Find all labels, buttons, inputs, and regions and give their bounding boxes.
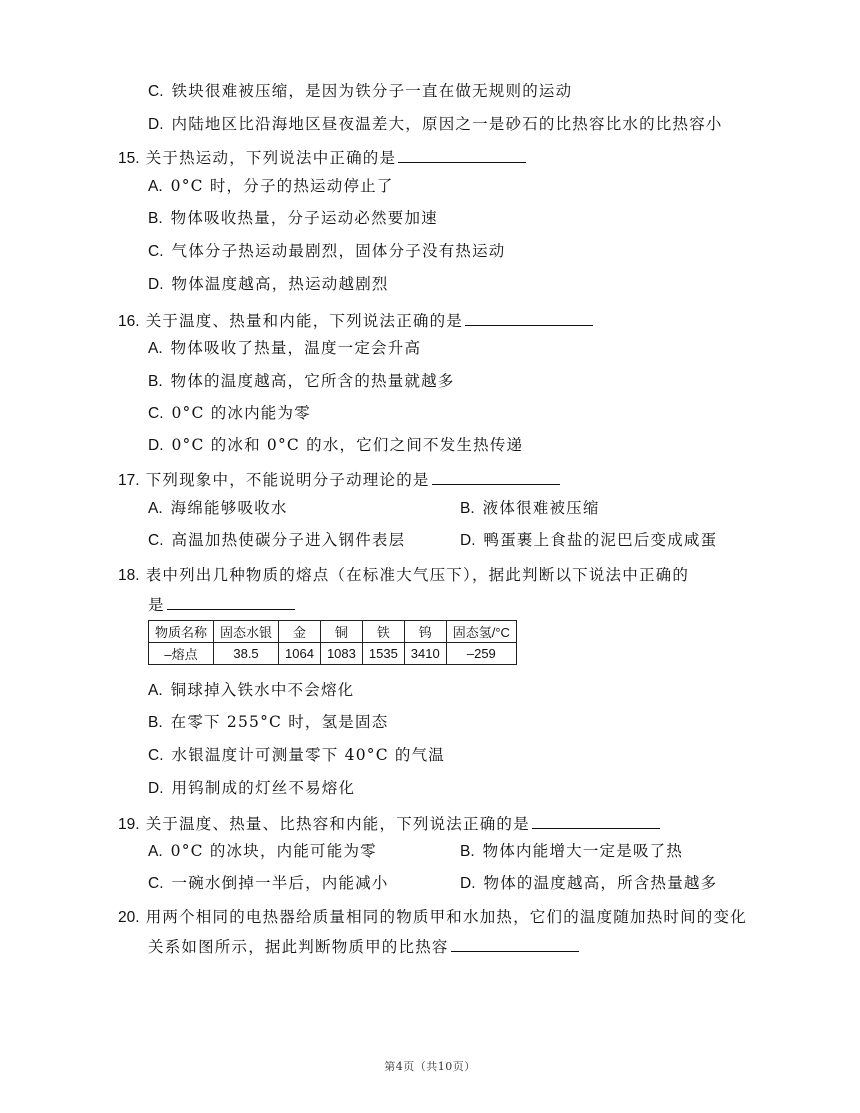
question-number: 15.: [118, 150, 140, 167]
melting-point-table: [148, 620, 517, 665]
question-text: 是: [148, 596, 165, 614]
q17-option-c: [148, 529, 405, 552]
q16-option-c: [148, 402, 311, 425]
option-letter: B.: [148, 714, 163, 731]
question-text: 表中列出几种物质的熔点（在标准大气压下），据此判断以下说法中正确的: [145, 566, 690, 584]
option-letter: D.: [148, 780, 164, 797]
option-text: 物体吸收热量，分子运动必然要加速: [170, 209, 438, 227]
option-letter: A.: [148, 682, 163, 699]
question-number: 17.: [118, 472, 140, 489]
option-letter: C.: [148, 405, 164, 422]
option-letter: A.: [148, 178, 163, 195]
q19-option-d: [460, 872, 717, 895]
table-cell: 钨: [404, 621, 446, 643]
table-cell: 38.5: [214, 643, 279, 665]
page-footer: 第4页（共10页）: [384, 1060, 476, 1073]
option-letter: D.: [148, 116, 164, 133]
table-cell: –259: [446, 643, 516, 665]
option-letter: B.: [460, 500, 475, 517]
q15-option-b: [148, 207, 438, 230]
q19-option-a: [148, 840, 377, 863]
option-letter: C.: [148, 83, 164, 100]
option-letter: A.: [148, 843, 163, 860]
option-text: 0°C 的冰内能为零: [171, 404, 311, 422]
answer-blank: [451, 935, 579, 952]
q18-option-b: [148, 711, 388, 734]
option-text: 铁块很难被压缩，是因为铁分子一直在做无规则的运动: [171, 82, 573, 100]
option-letter: C.: [148, 532, 164, 549]
table-cell: 铁: [362, 621, 404, 643]
table-cell: 物质名称: [149, 621, 214, 643]
q14-option-c: [148, 80, 572, 103]
option-text: 铜球掉入铁水中不会熔化: [170, 681, 355, 699]
table-cell: 1083: [320, 643, 362, 665]
question-number: 18.: [118, 567, 140, 584]
q16-stem: [118, 309, 593, 333]
option-text: 高温加热使碳分子进入钢件表层: [171, 531, 406, 549]
question-text: 用两个相同的电热器给质量相同的物质甲和水加热，它们的温度随加热时间的变化: [145, 908, 747, 926]
q15-option-d: [148, 273, 389, 296]
q17-option-d: [460, 529, 717, 552]
option-letter: B.: [460, 843, 475, 860]
table-cell: 1535: [362, 643, 404, 665]
option-letter: B.: [148, 373, 163, 390]
q16-option-a: [148, 337, 421, 360]
question-number: 20.: [118, 909, 140, 926]
answer-blank: [532, 812, 660, 829]
option-text: 液体很难被压缩: [482, 499, 600, 517]
option-text: 物体的温度越高，所含热量越多: [483, 874, 718, 892]
option-letter: D.: [148, 276, 164, 293]
q14-option-d: [148, 113, 723, 136]
option-text: 内陆地区比沿海地区昼夜温差大，原因之一是砂石的比热容比水的比热容小: [171, 115, 723, 133]
table-cell: 金: [279, 621, 321, 643]
option-letter: C.: [148, 747, 164, 764]
table-cell: 铜: [320, 621, 362, 643]
table-cell: 1064: [279, 643, 321, 665]
option-text: 用钨制成的灯丝不易熔化: [171, 779, 356, 797]
table-cell: 3410: [404, 643, 446, 665]
answer-blank: [432, 468, 560, 485]
question-number: 19.: [118, 816, 140, 833]
option-letter: A.: [148, 340, 163, 357]
q19-stem: [118, 812, 660, 836]
answer-blank: [465, 309, 593, 326]
q18-option-c: [148, 744, 445, 767]
option-letter: B.: [148, 210, 163, 227]
question-number: 16.: [118, 313, 140, 330]
option-text: 0°C 的冰块，内能可能为零: [170, 842, 377, 860]
q19-option-b: [460, 840, 683, 863]
q16-option-b: [148, 370, 455, 393]
table-cell: –熔点: [149, 643, 214, 665]
option-letter: A.: [148, 500, 163, 517]
option-text: 物体吸收了热量，温度一定会升高: [170, 339, 422, 357]
option-text: 物体的温度越高，它所含的热量就越多: [170, 372, 455, 390]
question-text: 下列现象中，不能说明分子动理论的是: [145, 471, 430, 489]
option-text: 一碗水倒掉一半后，内能减小: [171, 874, 389, 892]
q18-stem-continued: [148, 593, 295, 616]
q20-stem-continued: [148, 935, 579, 958]
option-text: 气体分子热运动最剧烈，固体分子没有热运动: [171, 242, 506, 260]
question-text: 关于温度、热量和内能，下列说法正确的是: [145, 312, 464, 330]
option-letter: C.: [148, 243, 164, 260]
q18-option-a: [148, 679, 354, 702]
option-text: 0°C 时，分子的热运动停止了: [170, 177, 394, 195]
q18-stem: [118, 564, 689, 587]
q19-option-c: [148, 872, 389, 895]
option-letter: D.: [148, 437, 164, 454]
table-row: [149, 643, 517, 665]
table-cell: 固态水银: [214, 621, 279, 643]
option-text: 物体温度越高，热运动越剧烈: [171, 275, 389, 293]
q15-option-c: [148, 240, 506, 263]
question-text: 关于热运动，下列说法中正确的是: [145, 149, 397, 167]
q17-option-a: [148, 497, 288, 520]
option-text: 物体内能增大一定是吸了热: [482, 842, 684, 860]
option-text: 水银温度计可测量零下 40°C 的气温: [171, 746, 445, 764]
answer-blank: [398, 146, 526, 163]
answer-blank: [167, 593, 295, 610]
q17-option-b: [460, 497, 600, 520]
option-letter: D.: [460, 532, 476, 549]
table-header-row: [149, 621, 517, 643]
table-cell: 固态氢/°C: [446, 621, 516, 643]
option-letter: D.: [460, 875, 476, 892]
question-text: 关于温度、热量、比热容和内能，下列说法正确的是: [145, 815, 530, 833]
option-text: 鸭蛋裹上食盐的泥巴后变成咸蛋: [483, 531, 718, 549]
q18-option-d: [148, 777, 355, 800]
question-text: 关系如图所示，据此判断物质甲的比热容: [148, 938, 449, 956]
option-letter: C.: [148, 875, 164, 892]
option-text: 海绵能够吸收水: [170, 499, 288, 517]
q16-option-d: [148, 434, 523, 457]
q17-stem: [118, 468, 560, 492]
q15-stem: [118, 146, 526, 170]
option-text: 0°C 的冰和 0°C 的水，它们之间不发生热传递: [171, 436, 524, 454]
option-text: 在零下 255°C 时，氢是固态: [170, 713, 389, 731]
q15-option-a: [148, 175, 394, 198]
q20-stem: [118, 906, 747, 929]
